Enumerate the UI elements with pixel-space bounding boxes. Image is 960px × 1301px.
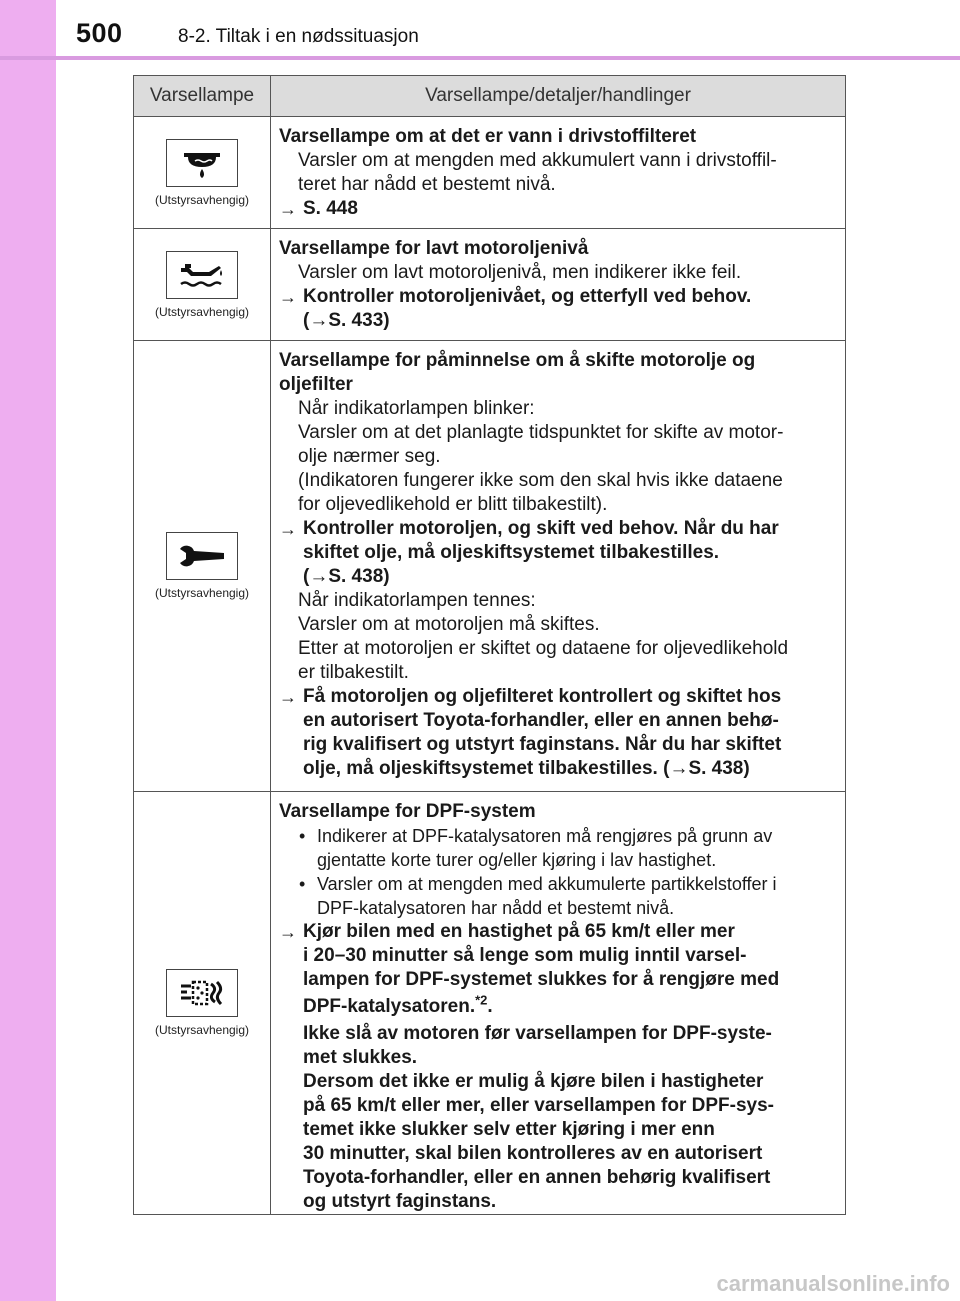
wrench-icon — [166, 532, 238, 580]
description-line: Etter at motoroljen er skiftet og dataene for oljevedlikehold — [298, 638, 789, 659]
lamp-title: Varsellampe for påminnelse om å skifte motorolje og — [279, 350, 756, 371]
bullet-icon: • — [299, 874, 306, 894]
bullet-text: Varsler om at mengden med akkumulerte partikkelstoffer i — [317, 874, 777, 894]
arrow-icon: → — [309, 566, 329, 587]
icon-caption: (Utstyrsavhengig) — [154, 586, 250, 600]
description-line: Når indikatorlampen tennes: — [298, 590, 536, 611]
description-line: Varsler om at motoroljen må skiftes. — [298, 614, 600, 635]
dpf-system-icon — [166, 969, 238, 1017]
lamp-cell — [134, 117, 271, 228]
water-in-fuel-icon — [166, 139, 238, 187]
action-text: olje, må oljeskiftsystemet tilbakestilles. ( — [303, 758, 670, 779]
description-line: Når indikatorlampen blinker: — [298, 398, 535, 419]
bullet-item: gjentatte korte turer og/eller kjøring i lav hastighet. — [317, 850, 717, 870]
table-header — [134, 76, 845, 117]
arrow-icon: → — [279, 687, 297, 707]
description-line: Varsler om lavt motoroljenivå, men indikerer ikke feil. — [298, 262, 742, 283]
action-line: på 65 km/t eller mer, eller varsellampen for DPF-sys- — [303, 1095, 775, 1116]
icon-caption: (Utstyrsavhengig) — [154, 1023, 250, 1037]
description-line: Varsler om at mengden med akkumulert vann i drivstoffil- — [298, 150, 777, 171]
arrow-icon: → — [279, 519, 297, 539]
icon-caption: (Utstyrsavhengig) — [154, 304, 250, 319]
action-line: 30 minutter, skal bilen kontrolleres av en autorisert — [303, 1143, 763, 1164]
details-cell — [271, 117, 845, 228]
footnote-marker: *2 — [475, 992, 488, 1008]
arrow-icon: → — [279, 922, 297, 942]
table-row — [134, 229, 845, 341]
lamp-title: Varsellampe om at det er vann i drivstoffilteret — [279, 126, 697, 147]
action-line: lampen for DPF-systemet slukkes for å rengjøre med — [303, 969, 780, 990]
lamp-title: oljefilter — [279, 374, 353, 395]
action-line — [279, 757, 833, 781]
page-reference[interactable]: S. 438) — [328, 566, 390, 587]
lamp-cell — [134, 229, 271, 340]
action-line — [279, 309, 833, 333]
action-text: Kjør bilen med en hastighet på 65 km/t eller mer — [303, 921, 735, 942]
action-text: Få motoroljen og oljefilteret kontrollert og skiftet hos — [303, 686, 782, 707]
bullet-item: DPF-katalysatoren har nådd et bestemt nivå. — [317, 898, 675, 918]
paren: ( — [303, 310, 310, 331]
lamp-title: Varsellampe for lavt motoroljenivå — [279, 238, 589, 259]
low-oil-level-icon — [166, 251, 238, 299]
action-line — [279, 565, 833, 589]
action-line — [279, 920, 833, 944]
page-reference[interactable]: S. 433) — [328, 310, 390, 331]
details-cell — [271, 792, 845, 1214]
description-line: (Indikatoren fungerer ikke som den skal hvis ikke dataene — [298, 470, 783, 491]
bullet-item — [279, 824, 833, 848]
bullet-item — [279, 872, 833, 896]
arrow-icon: → — [279, 287, 297, 307]
description-line: Varsler om at det planlagte tidspunktet for skifte av motor- — [298, 422, 784, 443]
paren: ( — [303, 566, 310, 587]
action-line: skiftet olje, må oljeskiftsystemet tilbakestilles. — [303, 542, 720, 563]
action-text: . — [487, 996, 493, 1017]
action-line: i 20–30 minutter så lenge som mulig inntil varsel- — [303, 945, 747, 966]
action-text: DPF-katalysatoren. — [303, 996, 476, 1017]
col-header-details: Varsellampe/detaljer/handlinger — [425, 85, 691, 106]
side-band — [0, 0, 56, 1301]
action-line — [279, 285, 833, 309]
action-line: og utstyrt faginstans. — [303, 1191, 497, 1212]
watermark: carmanualsonline.info — [716, 1271, 950, 1296]
action-line: rig kvalifisert og utstyrt faginstans. Når du har skiftet — [303, 734, 782, 755]
action-line: Toyota-forhandler, eller en annen behørig kvalifisert — [303, 1167, 771, 1188]
page-number: 500 — [76, 18, 123, 48]
details-cell — [271, 341, 845, 791]
lamp-cell — [134, 792, 271, 1214]
arrow-icon: → — [309, 310, 329, 331]
action-line — [279, 517, 833, 541]
description-line: olje nærmer seg. — [298, 446, 441, 467]
page-reference[interactable]: S. 438) — [688, 758, 750, 779]
action-text: Kontroller motoroljenivået, og etterfyll ved behov. — [303, 286, 752, 307]
details-cell — [271, 229, 845, 340]
action-line — [279, 197, 833, 221]
col-header-lamp: Varsellampe — [134, 76, 271, 116]
description-line: teret har nådd et bestemt nivå. — [298, 174, 556, 195]
arrow-icon: → — [669, 758, 689, 779]
action-line — [279, 992, 833, 1022]
table-row — [134, 117, 845, 229]
arrow-icon: → — [279, 199, 297, 219]
section-title: 8-2. Tiltak i en nødssituasjon — [178, 26, 419, 47]
action-line: Ikke slå av motoren før varsellampen for DPF-syste- — [303, 1023, 772, 1044]
action-line: en autorisert Toyota-forhandler, eller en annen behø- — [303, 710, 779, 731]
action-line: Dersom det ikke er mulig å kjøre bilen i hastigheter — [303, 1071, 764, 1092]
lamp-cell — [134, 341, 271, 791]
warning-lamp-table — [133, 75, 846, 1215]
action-line — [279, 685, 833, 709]
table-row — [134, 341, 845, 792]
table-row — [134, 792, 845, 1214]
action-text: Kontroller motoroljen, og skift ved behov. Når du har — [303, 518, 779, 539]
action-line: met slukkes. — [303, 1047, 418, 1068]
lamp-title: Varsellampe for DPF-system — [279, 801, 536, 822]
header-rule — [0, 56, 960, 60]
description-line: for oljevedlikehold er blitt tilbakestilt). — [298, 494, 608, 515]
action-line: temet ikke slukker selv etter kjøring i mer enn — [303, 1119, 715, 1140]
bullet-icon: • — [299, 826, 306, 846]
bullet-text: Indikerer at DPF-katalysatoren må rengjøres på grunn av — [317, 826, 773, 846]
icon-caption: (Utstyrsavhengig) — [154, 192, 250, 207]
description-line: er tilbakestilt. — [298, 662, 409, 683]
page-reference[interactable]: S. 448 — [303, 198, 358, 219]
